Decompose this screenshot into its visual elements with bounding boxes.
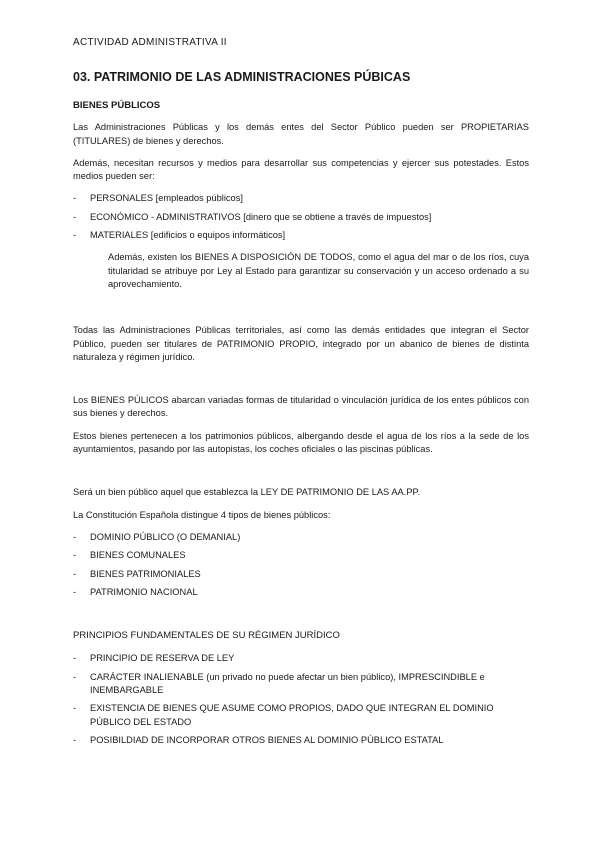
paragraph: Las Administraciones Públicas y los demás entes del Sector Público pueden ser PROPIETARIAS (TITULARES) de bienes y derechos. <box>73 122 529 146</box>
paragraph: Será un bien público aquel que establezca la LEY DE PATRIMONIO DE LAS AA.PP. <box>73 487 421 498</box>
list-item: - PERSONALES [empleados públicos] <box>73 192 529 205</box>
list-item: - PRINCIPIO DE RESERVA DE LEY <box>73 652 529 665</box>
section-heading-bienes-publicos: BIENES PÚBLICOS <box>73 100 161 111</box>
list-item: - ECONÓMICO - ADMINISTRATIVOS [dinero que se obtiene a través de impuestos] <box>73 211 529 224</box>
means-list <box>73 192 529 242</box>
list-item: - BIENES COMUNALES <box>73 549 529 562</box>
spacer <box>73 608 529 629</box>
document-body <box>73 70 529 756</box>
document-title: 03. PATRIMONIO DE LAS ADMINISTRACIONES PÚBICAS <box>73 70 411 84</box>
paragraph: La Constitución Española distingue 4 tipos de bienes públicos: <box>73 509 331 520</box>
list-item: - PATRIMONIO NACIONAL <box>73 586 529 599</box>
list-item: - BIENES PATRIMONIALES <box>73 568 529 581</box>
list-item: - MATERIALES [edificios o equipos informáticos] <box>73 229 529 242</box>
list-item: - DOMINIO PÚBLICO (O DEMANIAL) <box>73 531 529 544</box>
types-list <box>73 531 529 599</box>
spacer <box>73 373 529 394</box>
list-item: - POSIBILDIAD DE INCORPORAR OTROS BIENES AL DOMINIO PÚBLICO ESTATAL <box>73 734 529 747</box>
spacer <box>73 300 529 324</box>
indented-paragraph: Además, existen los BIENES A DISPOSICIÓN DE TODOS, como el agua del mar o de los ríos, cuya titularidad se atribuye por Ley al Estado para garantizar su conservación y un acceso ordenado a su aprovechamiento. <box>108 252 529 289</box>
paragraph: Estos bienes pertenecen a los patrimonios públicos, albergando desde el agua de los ríos a la sede de los ayuntamientos, pasando por las autopistas, los coches oficiales o las piscinas públicas. <box>73 430 529 455</box>
section-heading-principios: PRINCIPIOS FUNDAMENTALES DE SU RÉGIMEN JURÍDICO <box>73 630 340 642</box>
list-item: - EXISTENCIA DE BIENES QUE ASUME COMO PROPIOS, DADO QUE INTEGRAN EL DOMINIO PÚBLICO DEL ESTADO <box>73 702 529 729</box>
principles-list <box>73 652 529 747</box>
list-item: - CARÁCTER INALIENABLE (un privado no puede afectar un bien público), IMPRESCINDIBLE e INEMBARGABLE <box>73 671 529 698</box>
running-header: ACTIVIDAD ADMINISTRATIVA II <box>73 37 227 48</box>
paragraph: Además, necesitan recursos y medios para desarrollar sus competencias y ejercer sus potestades. Estos medios pueden ser: <box>73 157 529 182</box>
paragraph: Todas las Administraciones Públicas territoriales, así como las demás entidades que integran el Sector Público, pueden ser titulares de PATRIMONIO PROPIO, integrado por un abanico de bienes de distinta naturaleza y régimen jurídico. <box>73 325 529 362</box>
paragraph: Los BIENES PÚLICOS abarcan variadas formas de titularidad o vinculación jurídica de los entes públicos con sus bienes y derechos. <box>73 395 529 419</box>
spacer <box>73 465 529 486</box>
